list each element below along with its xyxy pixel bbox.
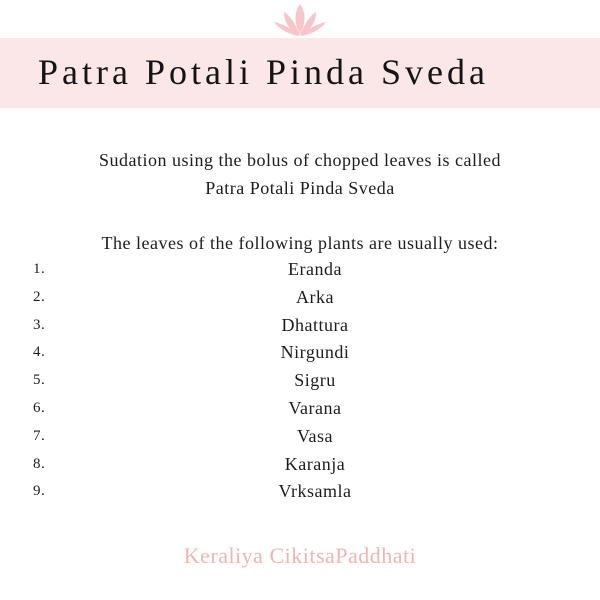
intro-text <box>0 146 600 202</box>
list-item-number: 9. <box>33 483 46 500</box>
footer-credit: Keraliya CikitsaPaddhati <box>183 543 417 568</box>
list-item-number: 8. <box>33 455 46 472</box>
list-item-name: Varana <box>288 397 342 418</box>
list-item-name: Arka <box>296 286 334 307</box>
list-lead-text: The leaves of the following plants are usually used: <box>101 233 499 253</box>
list-item-name: Vrksamla <box>278 481 352 502</box>
list-item-number: 1. <box>33 261 46 277</box>
list-item-name: Dhattura <box>281 314 349 335</box>
lotus-icon <box>272 2 328 38</box>
intro-line-2: Patra Potali Pinda Sveda <box>205 178 395 198</box>
list-item <box>0 478 600 506</box>
intro-line-1: Sudation using the bolus of chopped leaves is called <box>99 150 501 170</box>
list-item-number: 3. <box>33 316 46 333</box>
list-item <box>0 367 600 395</box>
list-item-number: 7. <box>33 427 46 444</box>
list-item <box>0 256 600 284</box>
list-item-name: Nirgundi <box>280 342 350 363</box>
list-item-number: 2. <box>33 288 46 305</box>
list-item <box>0 423 600 451</box>
list-item <box>0 312 600 340</box>
list-item-name: Vasa <box>297 425 333 446</box>
list-item <box>0 284 600 312</box>
list-item <box>0 395 600 423</box>
list-item-number: 5. <box>33 372 46 389</box>
plant-list <box>0 256 600 506</box>
list-item <box>0 451 600 479</box>
list-item-number: 6. <box>33 399 46 416</box>
list-item-name: Karanja <box>284 453 346 474</box>
page-title: Patra Potali Pinda Sveda <box>38 52 489 92</box>
list-item-name: Sigru <box>294 370 336 391</box>
list-item-name: Eranda <box>288 259 342 279</box>
list-item <box>0 339 600 367</box>
list-item-number: 4. <box>33 344 46 361</box>
